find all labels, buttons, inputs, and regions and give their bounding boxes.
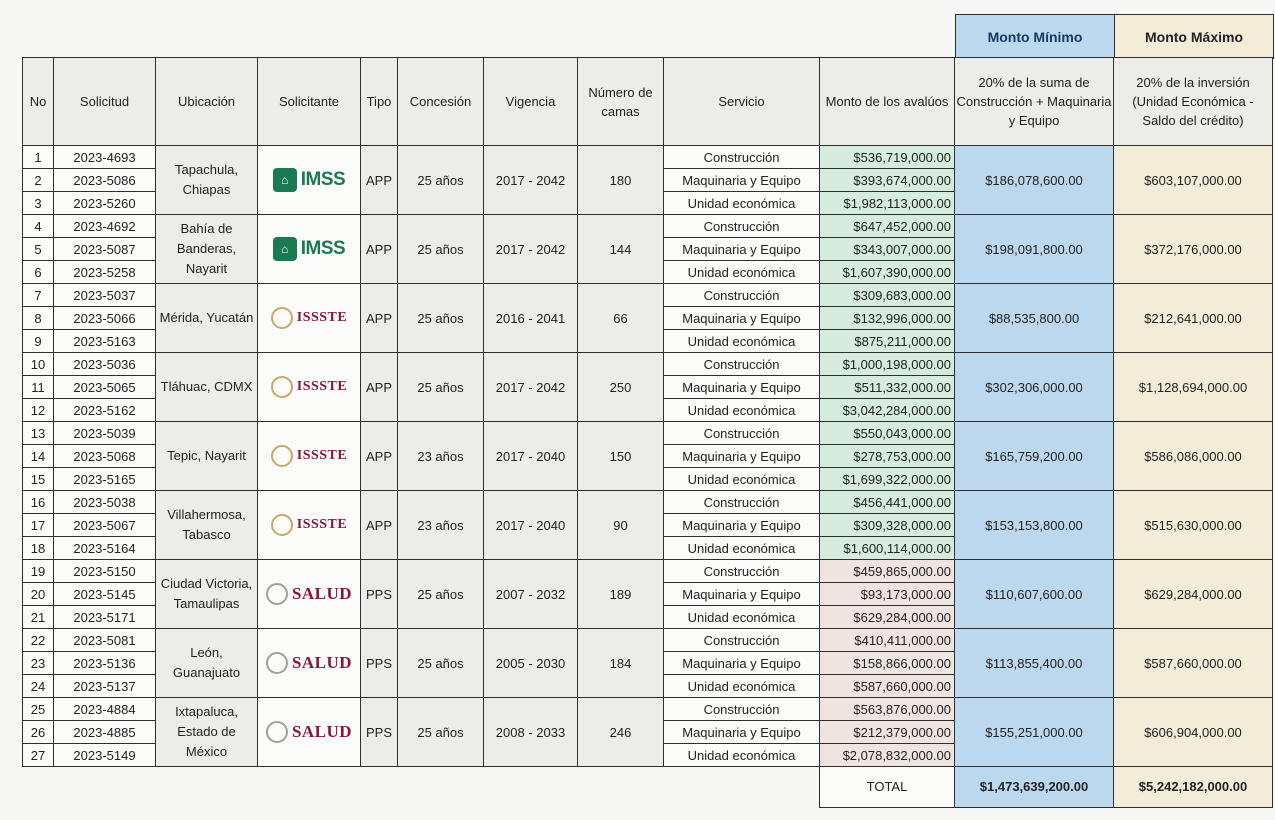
avaluo-amount: $1,600,114,000.00 — [820, 537, 955, 560]
solicitante-cell — [258, 215, 361, 284]
ubicacion-cell: Mérida, Yucatán — [156, 284, 258, 353]
row-number: 27 — [23, 744, 54, 767]
total-min-value: $1,473,639,200.00 — [955, 767, 1114, 808]
monto-maximo-value: $212,641,000.00 — [1114, 284, 1273, 353]
servicio-cell: Maquinaria y Equipo — [664, 307, 820, 330]
logo-label: ISSSTE — [296, 517, 348, 532]
solicitante-logo — [258, 284, 360, 352]
monto-maximo-value: $606,904,000.00 — [1114, 698, 1273, 767]
solicitante-cell — [258, 284, 361, 353]
vigencia-cell: 2017 - 2042 — [484, 215, 578, 284]
monto-maximo-value: $372,176,000.00 — [1114, 215, 1273, 284]
servicio-cell: Maquinaria y Equipo — [664, 238, 820, 261]
imss-logo-icon: ⌂ — [273, 237, 297, 261]
solicitud-id: 2023-5068 — [54, 445, 156, 468]
solicitud-id: 2023-4884 — [54, 698, 156, 721]
col-header-min-desc: 20% de la suma de Construcción + Maquinaria y Equipo — [955, 58, 1114, 146]
monto-maximo-value: $603,107,000.00 — [1114, 146, 1273, 215]
col-header-ubicacion: Ubicación — [156, 58, 258, 146]
solicitud-id: 2023-4885 — [54, 721, 156, 744]
solicitante-cell — [258, 422, 361, 491]
table-row — [23, 629, 1273, 652]
avaluo-amount: $309,683,000.00 — [820, 284, 955, 307]
tipo-cell: APP — [361, 422, 398, 491]
solicitud-id: 2023-5081 — [54, 629, 156, 652]
avaluo-amount: $629,284,000.00 — [820, 606, 955, 629]
servicio-cell: Construcción — [664, 491, 820, 514]
solicitud-id: 2023-5038 — [54, 491, 156, 514]
servicio-cell: Construcción — [664, 146, 820, 169]
vigencia-cell: 2017 - 2042 — [484, 146, 578, 215]
servicio-cell: Construcción — [664, 422, 820, 445]
concesion-cell: 25 años — [398, 698, 484, 767]
solicitud-id: 2023-5149 — [54, 744, 156, 767]
solicitud-id: 2023-5164 — [54, 537, 156, 560]
table-row — [23, 560, 1273, 583]
row-number: 4 — [23, 215, 54, 238]
concesion-cell: 25 años — [398, 353, 484, 422]
servicio-cell: Unidad económica — [664, 468, 820, 491]
row-number: 21 — [23, 606, 54, 629]
issste-logo-icon — [271, 376, 293, 398]
servicio-cell: Construcción — [664, 353, 820, 376]
tipo-cell: PPS — [361, 698, 398, 767]
avaluo-amount: $875,211,000.00 — [820, 330, 955, 353]
solicitud-id: 2023-5165 — [54, 468, 156, 491]
avaluo-amount: $212,379,000.00 — [820, 721, 955, 744]
servicio-cell: Construcción — [664, 215, 820, 238]
ubicacion-cell: León, Guanajuato — [156, 629, 258, 698]
vigencia-cell: 2008 - 2033 — [484, 698, 578, 767]
col-header-vigencia: Vigencia — [484, 58, 578, 146]
col-header-camas: Número de camas — [578, 58, 664, 146]
row-number: 25 — [23, 698, 54, 721]
avaluo-amount: $132,996,000.00 — [820, 307, 955, 330]
table-row — [23, 422, 1273, 445]
avaluo-amount: $93,173,000.00 — [820, 583, 955, 606]
row-number: 11 — [23, 376, 54, 399]
monto-maximo-value: $629,284,000.00 — [1114, 560, 1273, 629]
tipo-cell: APP — [361, 353, 398, 422]
col-header-solicitud: Solicitud — [54, 58, 156, 146]
servicio-cell: Construcción — [664, 698, 820, 721]
monto-minimo-value: $165,759,200.00 — [955, 422, 1114, 491]
monto-minimo-header: Monto Mínimo — [955, 14, 1115, 59]
servicio-cell: Maquinaria y Equipo — [664, 169, 820, 192]
avaluo-amount: $1,607,390,000.00 — [820, 261, 955, 284]
solicitante-cell — [258, 491, 361, 560]
row-number: 19 — [23, 560, 54, 583]
salud-logo-icon — [266, 583, 288, 605]
logo-label: ISSSTE — [296, 310, 348, 325]
tipo-cell: APP — [361, 215, 398, 284]
col-header-concesion: Concesión — [398, 58, 484, 146]
row-number: 1 — [23, 146, 54, 169]
monto-minimo-value: $198,091,800.00 — [955, 215, 1114, 284]
camas-cell: 90 — [578, 491, 664, 560]
solicitud-id: 2023-4692 — [54, 215, 156, 238]
logo-label: SALUD — [291, 584, 353, 603]
ubicacion-cell: Tepic, Nayarit — [156, 422, 258, 491]
row-number: 17 — [23, 514, 54, 537]
servicio-cell: Construcción — [664, 284, 820, 307]
monto-minimo-value: $110,607,600.00 — [955, 560, 1114, 629]
solicitante-logo — [258, 422, 360, 490]
table-row — [23, 215, 1273, 238]
concesion-cell: 25 años — [398, 215, 484, 284]
servicio-cell: Unidad económica — [664, 192, 820, 215]
appraisal-table — [22, 57, 1273, 808]
total-max-value: $5,242,182,000.00 — [1114, 767, 1273, 808]
concesion-cell: 25 años — [398, 560, 484, 629]
salud-logo-icon — [266, 652, 288, 674]
vigencia-cell: 2017 - 2040 — [484, 422, 578, 491]
servicio-cell: Construcción — [664, 560, 820, 583]
solicitud-id: 2023-4693 — [54, 146, 156, 169]
solicitud-id: 2023-5258 — [54, 261, 156, 284]
row-number: 12 — [23, 399, 54, 422]
ubicacion-cell: Tapachula, Chiapas — [156, 146, 258, 215]
tipo-cell: APP — [361, 146, 398, 215]
monto-minimo-value: $186,078,600.00 — [955, 146, 1114, 215]
solicitante-logo — [258, 629, 360, 697]
solicitante-logo — [258, 146, 360, 214]
total-spacer — [23, 767, 820, 808]
solicitud-id: 2023-5137 — [54, 675, 156, 698]
row-number: 9 — [23, 330, 54, 353]
concesion-cell: 23 años — [398, 422, 484, 491]
avaluo-amount: $309,328,000.00 — [820, 514, 955, 537]
col-header-no: No — [23, 58, 54, 146]
row-number: 18 — [23, 537, 54, 560]
solicitante-logo — [258, 491, 360, 559]
total-row — [23, 767, 1273, 808]
solicitud-id: 2023-5067 — [54, 514, 156, 537]
monto-minimo-value: $113,855,400.00 — [955, 629, 1114, 698]
row-number: 16 — [23, 491, 54, 514]
ubicacion-cell: Villahermosa, Tabasco — [156, 491, 258, 560]
monto-maximo-value: $515,630,000.00 — [1114, 491, 1273, 560]
row-number: 2 — [23, 169, 54, 192]
row-number: 7 — [23, 284, 54, 307]
servicio-cell: Maquinaria y Equipo — [664, 376, 820, 399]
col-header-servicio: Servicio — [664, 58, 820, 146]
logo-label: IMSS — [300, 238, 346, 259]
avaluo-amount: $278,753,000.00 — [820, 445, 955, 468]
solicitud-id: 2023-5086 — [54, 169, 156, 192]
servicio-cell: Maquinaria y Equipo — [664, 583, 820, 606]
solicitante-logo — [258, 698, 360, 766]
avaluo-amount: $1,000,198,000.00 — [820, 353, 955, 376]
camas-cell: 66 — [578, 284, 664, 353]
issste-logo-icon — [271, 514, 293, 536]
table-row — [23, 146, 1273, 169]
issste-logo-icon — [271, 307, 293, 329]
avaluo-amount: $158,866,000.00 — [820, 652, 955, 675]
row-number: 26 — [23, 721, 54, 744]
row-number: 3 — [23, 192, 54, 215]
logo-label: SALUD — [291, 653, 353, 672]
row-number: 14 — [23, 445, 54, 468]
row-number: 20 — [23, 583, 54, 606]
servicio-cell: Unidad económica — [664, 399, 820, 422]
ubicacion-cell: Ixtapaluca, Estado de México — [156, 698, 258, 767]
tipo-cell: PPS — [361, 629, 398, 698]
solicitud-id: 2023-5037 — [54, 284, 156, 307]
col-header-avaluos: Monto de los avalúos — [820, 58, 955, 146]
col-header-solicitante: Solicitante — [258, 58, 361, 146]
camas-cell: 246 — [578, 698, 664, 767]
ubicacion-cell: Tláhuac, CDMX — [156, 353, 258, 422]
logo-label: ISSSTE — [296, 379, 348, 394]
camas-cell: 150 — [578, 422, 664, 491]
tipo-cell: APP — [361, 284, 398, 353]
table-row — [23, 353, 1273, 376]
logo-label: IMSS — [300, 169, 346, 190]
table-body — [23, 146, 1273, 808]
servicio-cell: Construcción — [664, 629, 820, 652]
avaluo-amount: $550,043,000.00 — [820, 422, 955, 445]
servicio-cell: Unidad económica — [664, 261, 820, 284]
servicio-cell: Maquinaria y Equipo — [664, 721, 820, 744]
monto-minimo-value: $153,153,800.00 — [955, 491, 1114, 560]
monto-maximo-value: $1,128,694,000.00 — [1114, 353, 1273, 422]
ubicacion-cell: Ciudad Victoria, Tamaulipas — [156, 560, 258, 629]
vigencia-cell: 2005 - 2030 — [484, 629, 578, 698]
monto-maximo-header: Monto Máximo — [1114, 14, 1274, 59]
vigencia-cell: 2007 - 2032 — [484, 560, 578, 629]
servicio-cell: Maquinaria y Equipo — [664, 514, 820, 537]
avaluo-amount: $2,078,832,000.00 — [820, 744, 955, 767]
concesion-cell: 25 años — [398, 284, 484, 353]
avaluo-amount: $343,007,000.00 — [820, 238, 955, 261]
avaluo-amount: $410,411,000.00 — [820, 629, 955, 652]
camas-cell: 180 — [578, 146, 664, 215]
camas-cell: 189 — [578, 560, 664, 629]
avaluo-amount: $1,982,113,000.00 — [820, 192, 955, 215]
avaluo-amount: $587,660,000.00 — [820, 675, 955, 698]
row-number: 22 — [23, 629, 54, 652]
monto-minimo-value: $155,251,000.00 — [955, 698, 1114, 767]
solicitud-id: 2023-5171 — [54, 606, 156, 629]
servicio-cell: Maquinaria y Equipo — [664, 652, 820, 675]
solicitante-cell — [258, 353, 361, 422]
row-number: 24 — [23, 675, 54, 698]
logo-label: SALUD — [291, 722, 353, 741]
col-header-tipo: Tipo — [361, 58, 398, 146]
solicitud-id: 2023-5036 — [54, 353, 156, 376]
tipo-cell: APP — [361, 491, 398, 560]
solicitud-id: 2023-5150 — [54, 560, 156, 583]
solicitud-id: 2023-5260 — [54, 192, 156, 215]
row-number: 5 — [23, 238, 54, 261]
tipo-cell: PPS — [361, 560, 398, 629]
solicitud-id: 2023-5163 — [54, 330, 156, 353]
avaluo-amount: $456,441,000.00 — [820, 491, 955, 514]
servicio-cell: Maquinaria y Equipo — [664, 445, 820, 468]
avaluo-amount: $563,876,000.00 — [820, 698, 955, 721]
vigencia-cell: 2017 - 2042 — [484, 353, 578, 422]
solicitud-id: 2023-5066 — [54, 307, 156, 330]
logo-label: ISSSTE — [296, 448, 348, 463]
issste-logo-icon — [271, 445, 293, 467]
concesion-cell: 23 años — [398, 491, 484, 560]
avaluo-amount: $511,332,000.00 — [820, 376, 955, 399]
avaluo-amount: $1,699,322,000.00 — [820, 468, 955, 491]
monto-maximo-value: $586,086,000.00 — [1114, 422, 1273, 491]
vigencia-cell: 2016 - 2041 — [484, 284, 578, 353]
solicitante-logo — [258, 215, 360, 283]
vigencia-cell: 2017 - 2040 — [484, 491, 578, 560]
avaluo-amount: $536,719,000.00 — [820, 146, 955, 169]
monto-minimo-value: $302,306,000.00 — [955, 353, 1114, 422]
table-row — [23, 491, 1273, 514]
row-number: 23 — [23, 652, 54, 675]
concesion-cell: 25 años — [398, 629, 484, 698]
solicitud-id: 2023-5087 — [54, 238, 156, 261]
solicitud-id: 2023-5145 — [54, 583, 156, 606]
avaluo-amount: $647,452,000.00 — [820, 215, 955, 238]
row-number: 13 — [23, 422, 54, 445]
camas-cell: 184 — [578, 629, 664, 698]
servicio-cell: Unidad económica — [664, 744, 820, 767]
camas-cell: 144 — [578, 215, 664, 284]
table-row — [23, 284, 1273, 307]
solicitud-id: 2023-5039 — [54, 422, 156, 445]
solicitud-id: 2023-5136 — [54, 652, 156, 675]
solicitante-cell — [258, 560, 361, 629]
servicio-cell: Unidad económica — [664, 606, 820, 629]
row-number: 8 — [23, 307, 54, 330]
solicitante-cell — [258, 698, 361, 767]
row-number: 10 — [23, 353, 54, 376]
table-header-row — [23, 58, 1273, 146]
ubicacion-cell: Bahía de Banderas, Nayarit — [156, 215, 258, 284]
solicitante-cell — [258, 629, 361, 698]
imss-logo-icon: ⌂ — [273, 168, 297, 192]
servicio-cell: Unidad económica — [664, 330, 820, 353]
table-row — [23, 698, 1273, 721]
monto-minimo-value: $88,535,800.00 — [955, 284, 1114, 353]
camas-cell: 250 — [578, 353, 664, 422]
row-number: 6 — [23, 261, 54, 284]
servicio-cell: Unidad económica — [664, 537, 820, 560]
solicitud-id: 2023-5065 — [54, 376, 156, 399]
total-label: TOTAL — [820, 767, 955, 808]
avaluo-amount: $459,865,000.00 — [820, 560, 955, 583]
row-number: 15 — [23, 468, 54, 491]
monto-maximo-value: $587,660,000.00 — [1114, 629, 1273, 698]
solicitud-id: 2023-5162 — [54, 399, 156, 422]
col-header-max-desc: 20% de la inversión (Unidad Económica - Saldo del crédito) — [1114, 58, 1273, 146]
salud-logo-icon — [266, 721, 288, 743]
avaluo-amount: $393,674,000.00 — [820, 169, 955, 192]
solicitante-logo — [258, 353, 360, 421]
servicio-cell: Unidad económica — [664, 675, 820, 698]
solicitante-logo — [258, 560, 360, 628]
concesion-cell: 25 años — [398, 146, 484, 215]
solicitante-cell — [258, 146, 361, 215]
avaluo-amount: $3,042,284,000.00 — [820, 399, 955, 422]
